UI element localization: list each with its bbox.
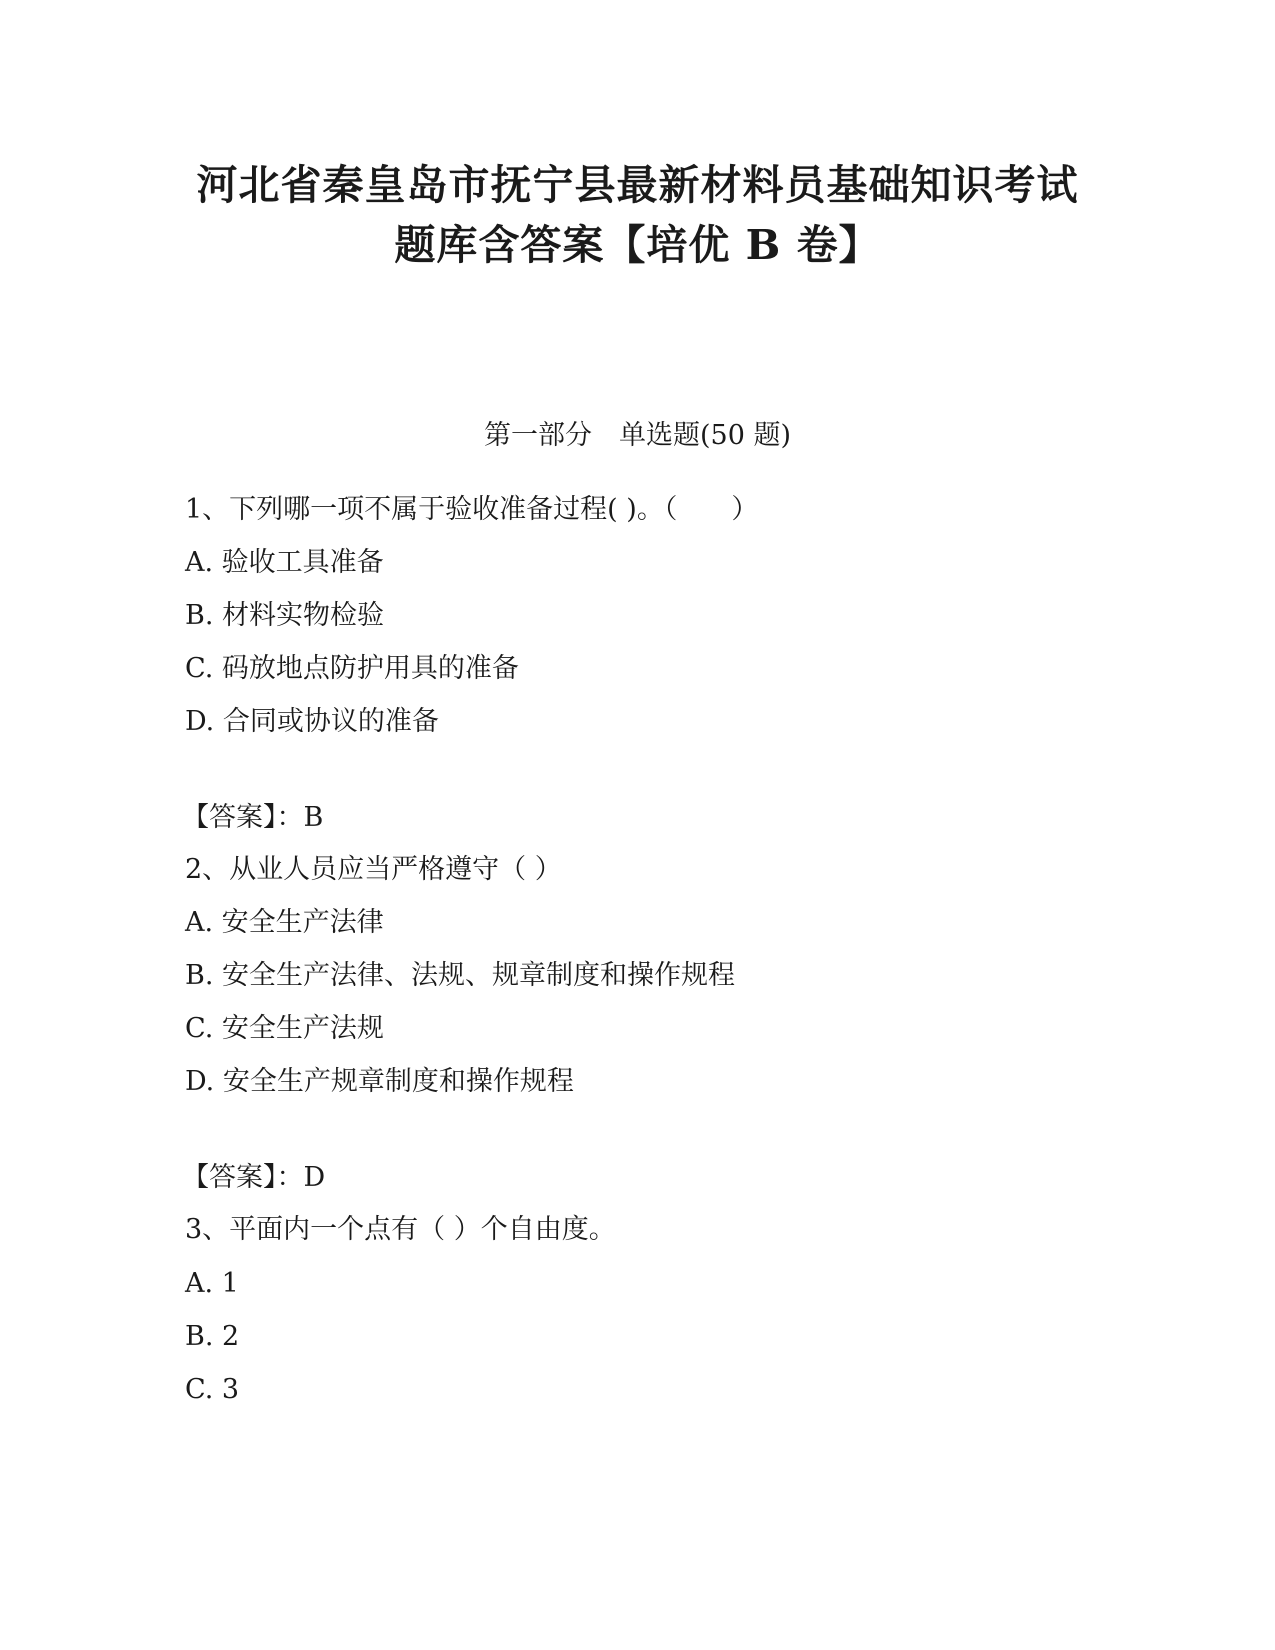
question-1-option-d: D. 合同或协议的准备 (185, 706, 439, 737)
question-1-option-a: A. 验收工具准备 (185, 547, 384, 578)
question-2-option-d: D. 安全生产规章制度和操作规程 (185, 1066, 574, 1097)
question-3-option-c: C. 3 (185, 1374, 240, 1405)
question-1-stem: 1、下列哪一项不属于验收准备过程( )。（ ） (185, 494, 759, 525)
question-2-option-b: B. 安全生产法律、法规、规章制度和操作规程 (185, 960, 736, 991)
document-title-line-2: 题库含答案【培优 B 卷】 (394, 221, 881, 269)
document-title-line-1: 河北省秦皇岛市抚宁县最新材料员基础知识考试 (196, 161, 1079, 209)
question-2-answer: 【答案】：D (182, 1162, 326, 1193)
question-1-answer: 【答案】：B (182, 802, 324, 833)
question-2-stem: 2、从业人员应当严格遵守（ ） (185, 854, 562, 885)
question-2-option-c: C. 安全生产法规 (185, 1013, 384, 1044)
question-1-option-b: B. 材料实物检验 (185, 600, 385, 631)
question-1-option-c: C. 码放地点防护用具的准备 (185, 653, 519, 684)
question-3-option-b: B. 2 (185, 1321, 240, 1352)
question-3-option-a: A. 1 (185, 1268, 239, 1299)
question-2-option-a: A. 安全生产法律 (185, 907, 384, 938)
section-heading: 第一部分 单选题(50 题) (483, 420, 791, 451)
question-3-stem: 3、平面内一个点有（ ）个自由度。 (185, 1214, 616, 1245)
